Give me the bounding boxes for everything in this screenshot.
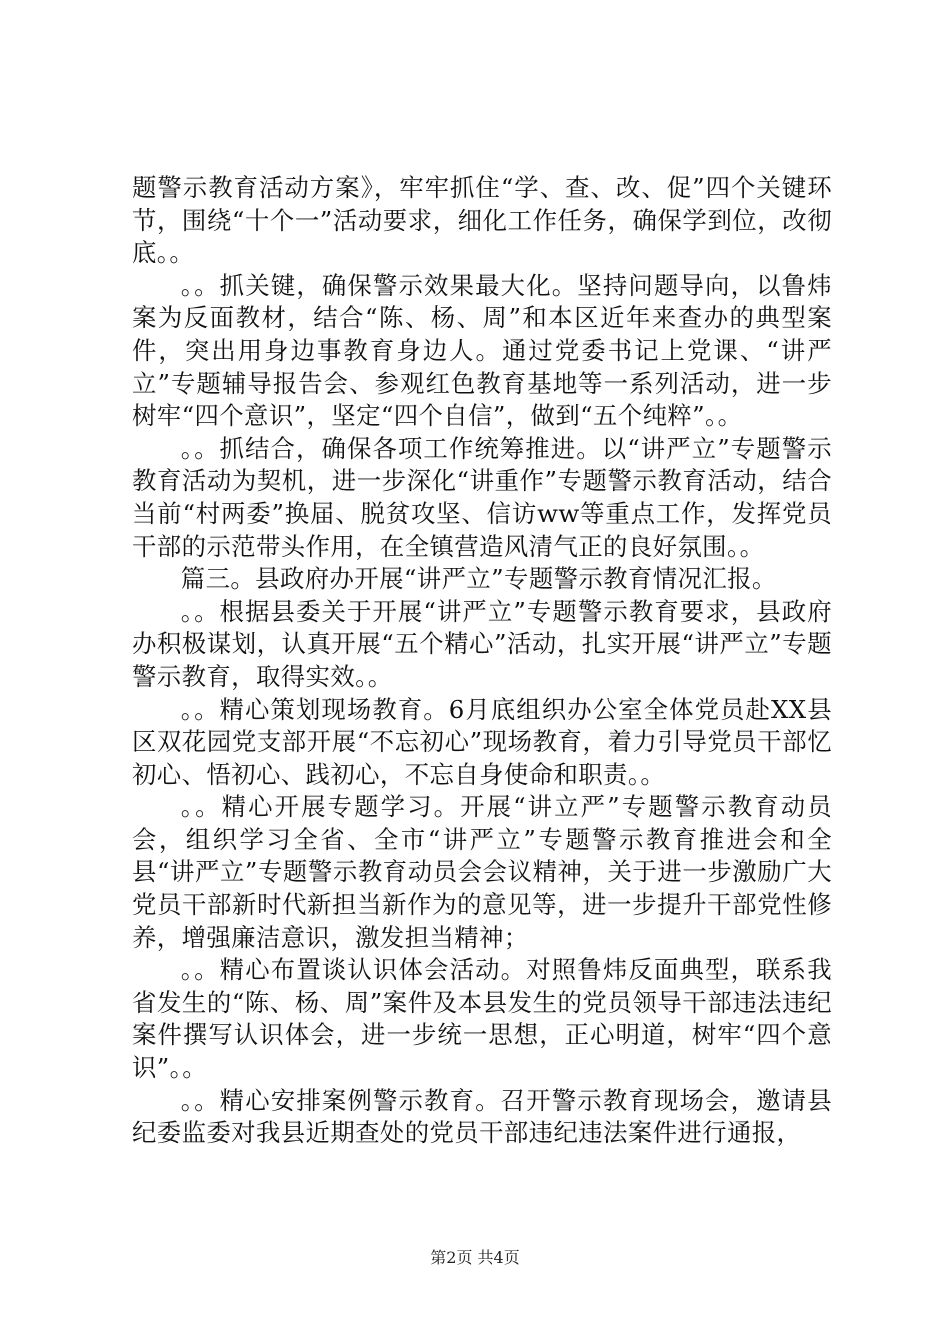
paragraph-8: 。。精心安排案例警示教育。召开警示教育现场会，邀请县纪委监委对我县近期查处的党员干部违纪违法案件进行通报，: [132, 1085, 832, 1148]
section-heading: 篇三。县政府办开展“讲严立”专题警示教育情况汇报。: [180, 564, 777, 594]
paragraph-2: 。。抓关键，确保警示效果最大化。坚持问题导向，以鲁炜案为反面教材，结合“陈、杨、周”和本区近年来查办的典型案件，突出用身边事教育身边人。通过党委书记上党课、“讲严立”专题辅导报告会、参观红色教育基地等一系列活动，进一步树牢“四个意识”，坚定“四个自信”，做到“五个纯粹”。。: [132, 270, 832, 431]
paragraph-1: 题警示教育活动方案》，牢牢抓住“学、查、改、促”四个关键环节，围绕“十个一”活动要求，细化工作任务，确保学到位，改彻底。。: [132, 173, 832, 268]
paragraph-7: 。。精心布置谈认识体会活动。对照鲁炜反面典型，联系我省发生的“陈、杨、周”案件及本县发生的党员领导干部违法违纪案件撰写认识体会，进一步统一思想，正心明道，树牢“四个意识”。。: [132, 955, 832, 1083]
page-number-footer: 第2页 共4页: [430, 1248, 520, 1267]
paragraph-6: 。。精心开展专题学习。开展“讲立严”专题警示教育动员会，组织学习全省、全市“讲严立”专题警示教育推进会和全县“讲严立”专题警示教育动员会会议精神，关于进一步激励广大党员干部新时代新担当新作为的意见等，进一步提升干部党性修养，增强廉洁意识，激发担当精神；: [132, 792, 832, 952]
paragraph-4: 。。根据县委关于开展“讲严立”专题警示教育要求，县政府办积极谋划，认真开展“五个精心”活动，扎实开展“讲严立”专题警示教育，取得实效。。: [132, 596, 832, 691]
document-body: [132, 172, 832, 1150]
paragraph-5: 。。精心策划现场教育。6月底组织办公室全体党员赴XX县区双花园党支部开展“不忘初心”现场教育，着力引导党员干部忆初心、悟初心、践初心，不忘自身使命和职责。。: [132, 694, 832, 789]
paragraph-3: 。。抓结合，确保各项工作统筹推进。以“讲严立”专题警示教育活动为契机，进一步深化“讲重作”专题警示教育活动，结合当前“村两委”换届、脱贫攻坚、信访ww等重点工作，发挥党员干部的示范带头作用，在全镇营造风清气正的良好氛围。。: [132, 433, 832, 561]
